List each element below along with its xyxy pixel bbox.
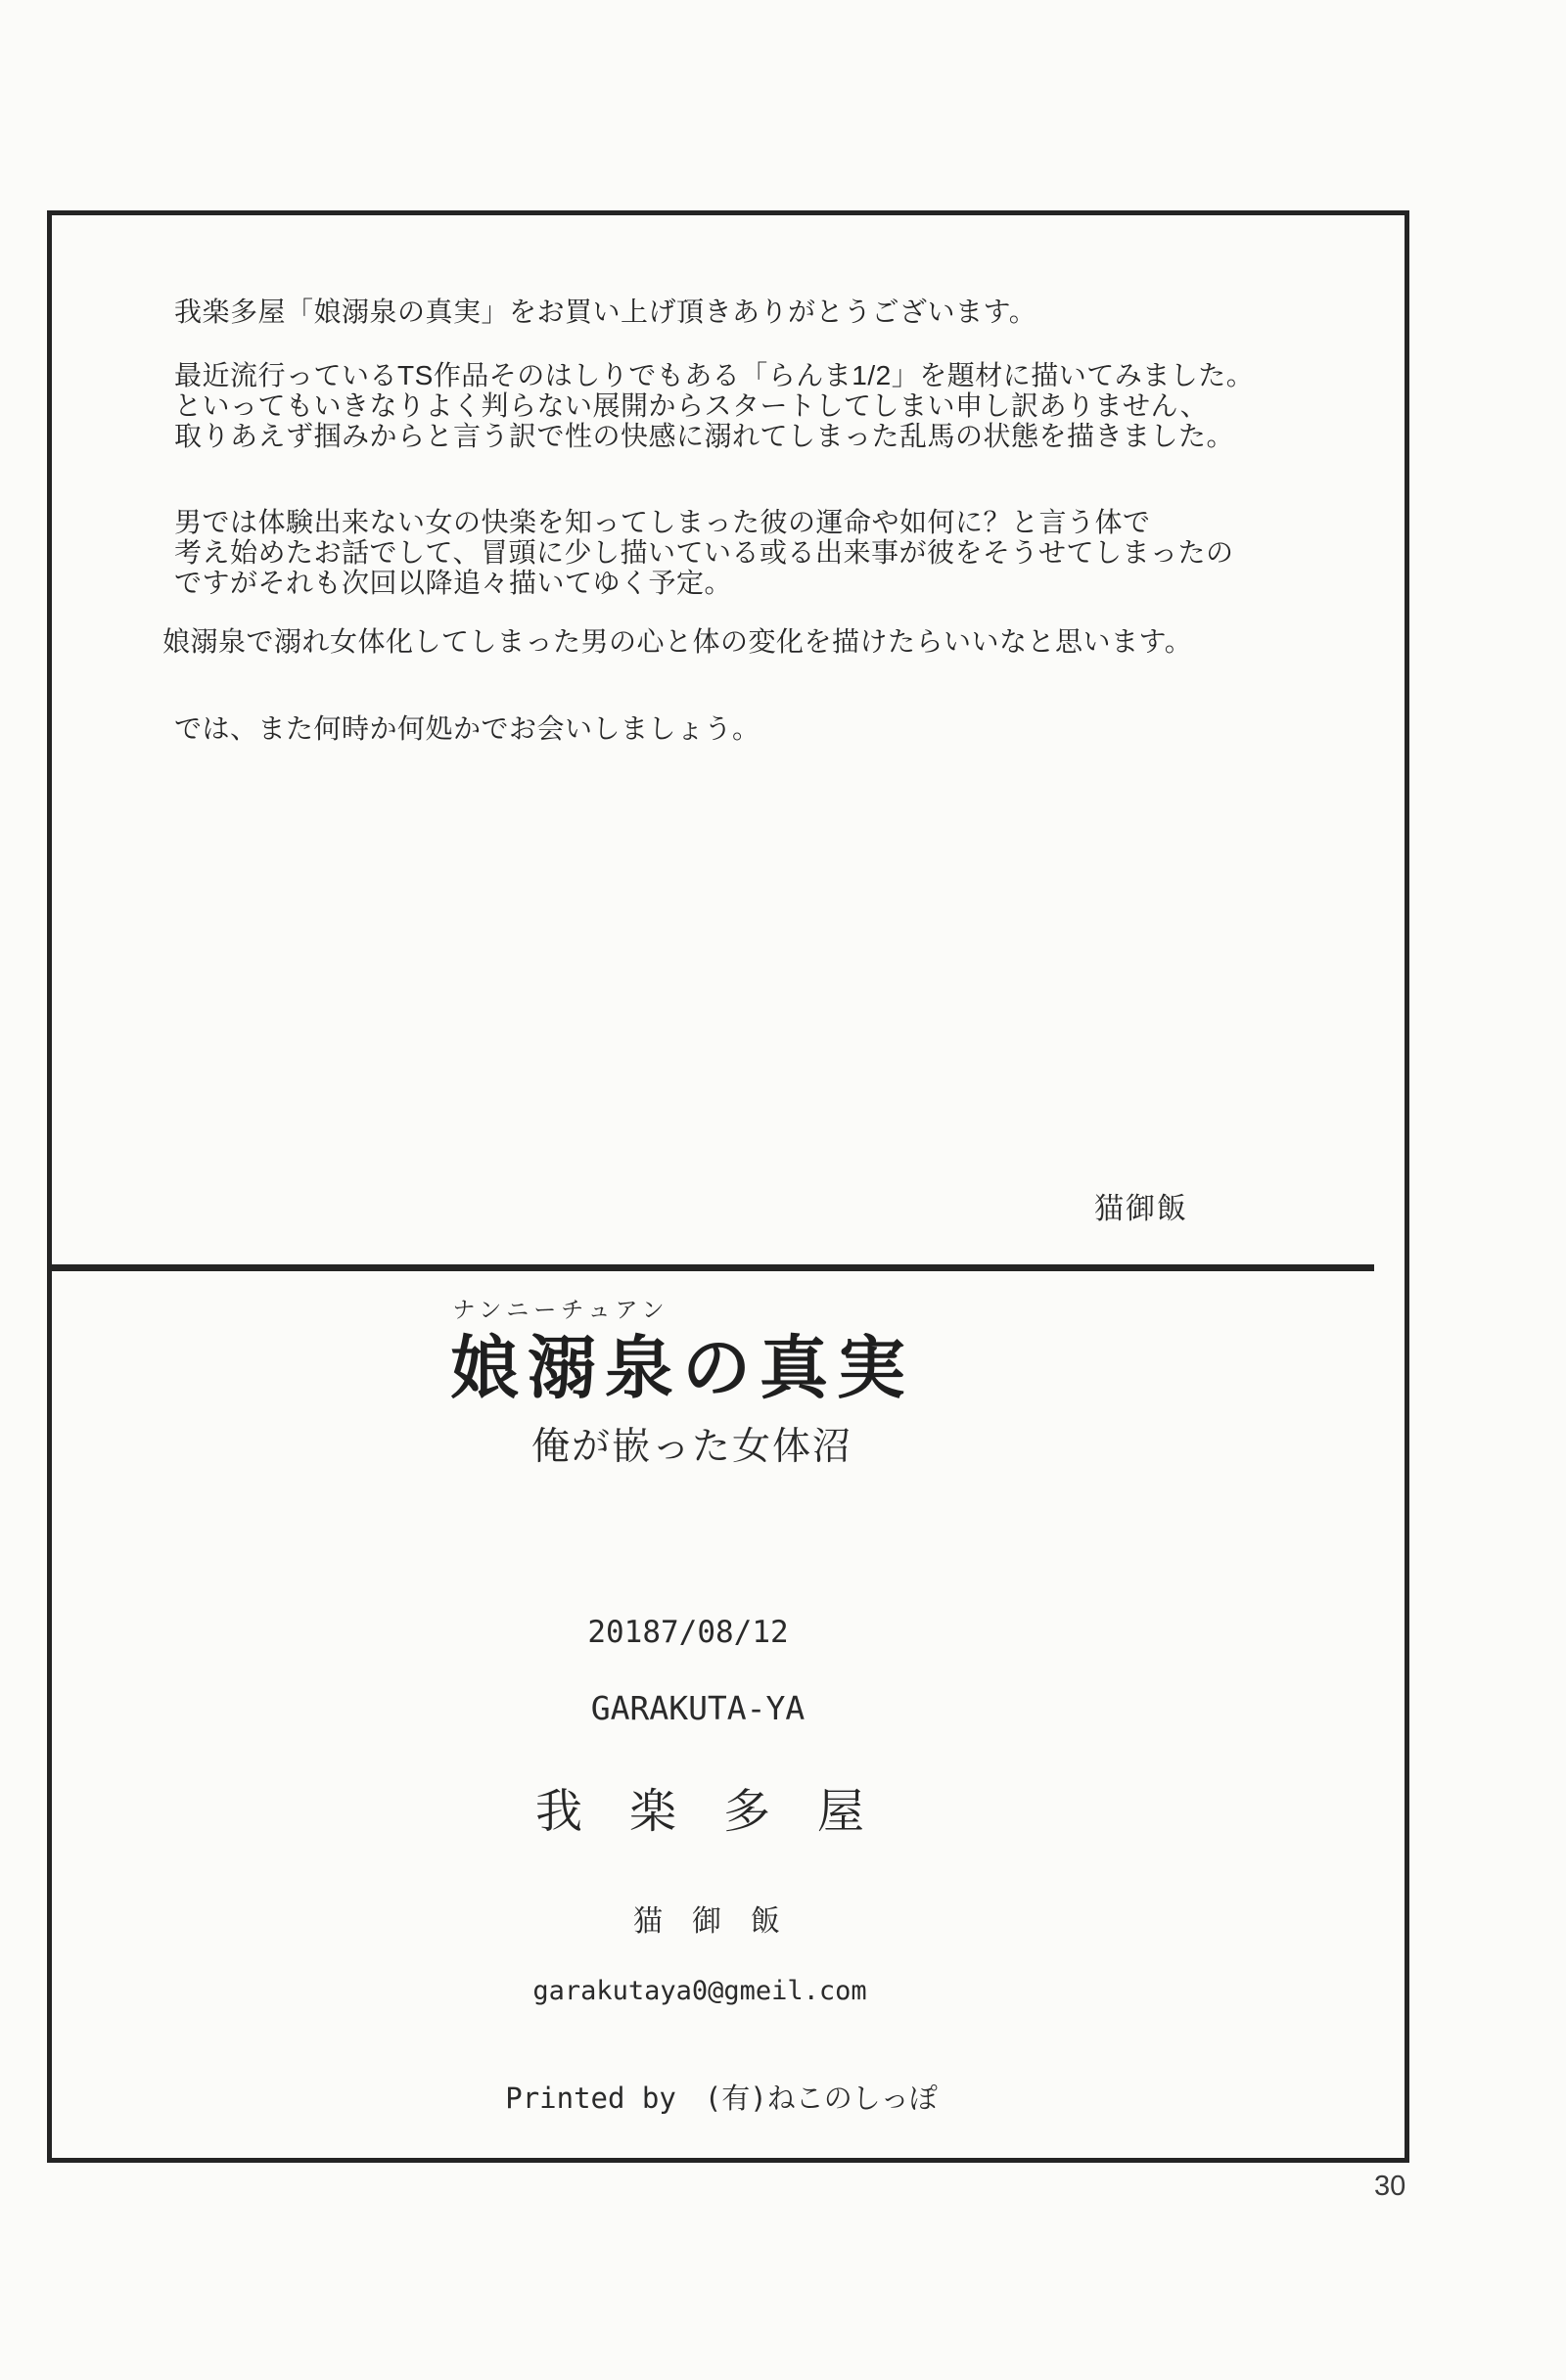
printer-credit: Printed by (有)ねこのしっぽ (505, 2082, 938, 2115)
author-name: 猫 御 飯 (633, 1905, 780, 1938)
afterword-line: ですがそれも次回以降追々描いてゆく予定。 (174, 568, 733, 598)
afterword-paragraph (174, 360, 1254, 451)
page-border-frame (47, 210, 1409, 2163)
title-furigana: ナンニーチュアン (452, 1297, 669, 1322)
afterword-line: 最近流行っているTS作品そのはしりでもある「らんま1/2」を題材に描いてみました。 (174, 360, 1255, 390)
afterword-paragraph (162, 626, 1192, 657)
afterword-line: といってもいきなりよく判らない展開からスタートしてしまい申し訳ありません、 (174, 390, 1209, 421)
doujin-subtitle: 俺が嵌った女体沼 (530, 1426, 853, 1468)
afterword-line: では、また何時か何処かでお会いしましょう。 (174, 713, 760, 744)
release-date: 20187/08/12 (587, 1615, 789, 1650)
afterword-line: 我楽多屋「娘溺泉の真実」をお買い上げ頂きありがとうございます。 (174, 297, 1037, 327)
author-signature: 猫御飯 (1094, 1193, 1188, 1225)
circle-name-romaji: GARAKUTA-YA (590, 1689, 806, 1727)
afterword-line: 娘溺泉で溺れ女体化してしまった男の心と体の変化を描けたらいいなと思います。 (162, 626, 1193, 657)
afterword-line: 取りあえず掴みからと言う訳で性の快感に溺れてしまった乱馬の状態を描きました。 (174, 421, 1235, 451)
divider-line (47, 1264, 1374, 1271)
afterword-line: 男では体験出来ない女の快楽を知ってしまった彼の運命や如何に？と言う体で (174, 507, 1151, 537)
doujin-title: 娘溺泉の真実 (450, 1330, 914, 1406)
contact-email: garakutaya0@gmeil.com (532, 1976, 867, 2006)
afterword-line: 考え始めたお話でして、冒頭に少し描いている或る出来事が彼をそうせてしまったの (174, 537, 1234, 568)
page-number: 30 (1374, 2171, 1406, 2202)
circle-name-kanji: 我 楽 多 屋 (534, 1786, 865, 1838)
afterword-paragraph (174, 713, 760, 744)
afterword-paragraph (174, 297, 1036, 327)
afterword-paragraph (174, 507, 1233, 598)
